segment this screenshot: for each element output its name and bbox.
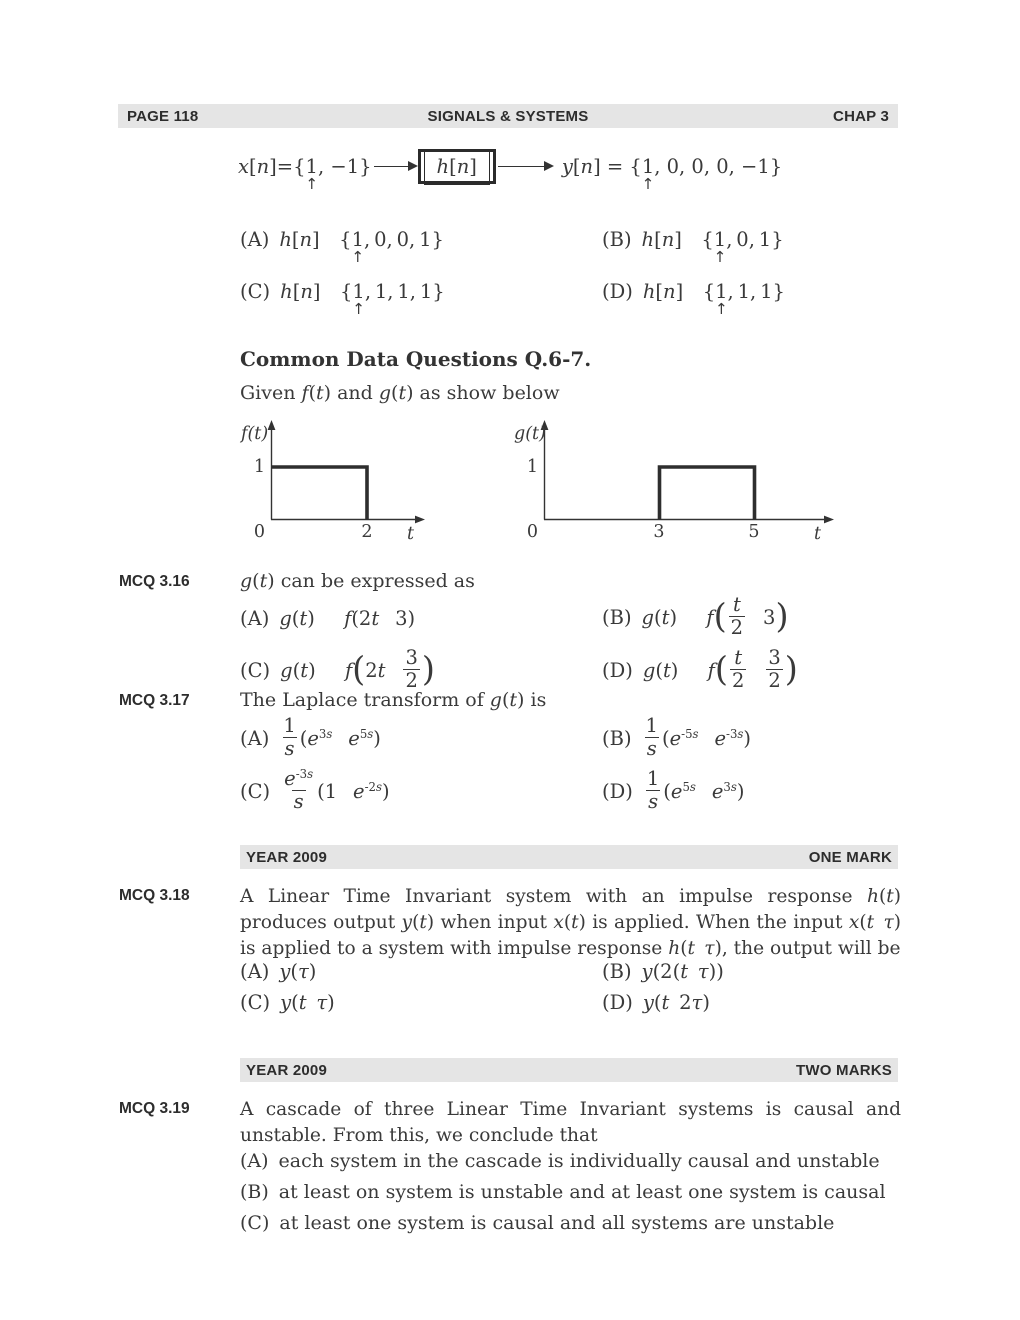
option-a bbox=[240, 228, 602, 280]
option-expression: g(t) f(2t $\frac{3}{2}$ ) bbox=[280, 645, 435, 692]
option-expression: h[n] {1 ↑, 0, 0, 1} bbox=[279, 228, 444, 251]
option-expression: y(t 2τ) bbox=[642, 991, 710, 1014]
mcq-316-question: g(t) can be expressed as bbox=[240, 570, 475, 592]
option-b bbox=[602, 960, 900, 991]
option-expression: $\frac{1}{s}$ ($e^{5s}$ $e^{3s}$) bbox=[646, 767, 745, 813]
pulse-figures bbox=[239, 417, 849, 549]
option-d bbox=[602, 645, 900, 693]
option-text: at least one system is causal and all systems are unstable bbox=[279, 1212, 835, 1234]
option-label: (A) bbox=[240, 1150, 269, 1172]
option-c bbox=[240, 991, 602, 1022]
option-label: (C) bbox=[240, 658, 271, 682]
year-banner bbox=[240, 845, 898, 869]
option-label: (C) bbox=[240, 1212, 270, 1234]
option-expression: h[n] {1 ↑, 0, 1} bbox=[642, 228, 784, 251]
output-sequence: y[n] = {1 ↑, 0, 0, 0, −1} bbox=[562, 155, 782, 178]
header-band bbox=[118, 104, 898, 128]
f-pulse bbox=[272, 467, 368, 520]
option-b bbox=[602, 592, 900, 640]
f-tick-2: 2 bbox=[361, 522, 373, 542]
chapter-label: CHAP 3 bbox=[833, 107, 889, 125]
block-diagram bbox=[238, 149, 782, 184]
option-expression: h[n] {1 ↑, 1, 1, 1} bbox=[280, 280, 445, 303]
option-c bbox=[240, 1211, 886, 1236]
option-d bbox=[602, 767, 900, 814]
f-ylabel: f(t) bbox=[241, 424, 269, 444]
g-pulse bbox=[660, 467, 755, 520]
x-axis-arrow-icon bbox=[415, 516, 425, 524]
option-label: (B) bbox=[602, 605, 632, 629]
option-label: (C) bbox=[240, 991, 271, 1014]
marks-label: TWO MARKS bbox=[796, 1061, 892, 1079]
flow-arrow bbox=[498, 166, 552, 168]
figure-g-plot bbox=[514, 417, 849, 549]
option-label: (B) bbox=[602, 960, 632, 983]
system-block bbox=[418, 149, 496, 184]
option-label: (A) bbox=[240, 228, 270, 251]
option-label: (C) bbox=[240, 780, 271, 803]
mcq-317-question: The Laplace transform of g(t) is bbox=[240, 689, 547, 711]
year-label: YEAR 2009 bbox=[246, 848, 328, 866]
option-expression: $\frac{1}{s}$ ($e^{3s}$ $e^{5s}$) bbox=[283, 714, 381, 760]
option-text: at least on system is unstable and at least one system is causal bbox=[278, 1181, 886, 1203]
option-b bbox=[602, 714, 900, 761]
option-label: (D) bbox=[602, 991, 633, 1014]
f-origin-label: 0 bbox=[253, 522, 265, 542]
year-label: YEAR 2009 bbox=[246, 1061, 328, 1079]
option-label: (B) bbox=[602, 228, 632, 251]
option-expression: $\frac{e^{-3s}}{s}$ (1 $e^{-2s}$) bbox=[284, 766, 390, 813]
option-a bbox=[240, 1149, 886, 1174]
option-c bbox=[240, 645, 602, 693]
system-block-label: h[n] bbox=[424, 151, 490, 185]
option-expression: $\frac{1}{s}$ ($e^{-5s}$ $e^{-3s}$) bbox=[645, 714, 752, 760]
mcq-316-options bbox=[240, 593, 900, 699]
option-d bbox=[602, 280, 900, 332]
option-expression: y(t τ) bbox=[280, 991, 335, 1014]
option-label: (B) bbox=[240, 1181, 269, 1203]
option-expression: h[n] {1 ↑, 1, 1} bbox=[643, 280, 785, 303]
page-number: PAGE 118 bbox=[127, 107, 199, 125]
section-heading: Common Data Questions Q.6-7. bbox=[240, 347, 592, 371]
g-amplitude-label: 1 bbox=[526, 457, 538, 477]
mcq-318-label: MCQ 3.18 bbox=[119, 887, 190, 904]
g-xlabel: t bbox=[814, 524, 822, 544]
option-expression: g(t) f( $\frac{t}{2}$ 3) bbox=[641, 592, 789, 639]
year-banner bbox=[240, 1058, 898, 1082]
option-expression: y(τ) bbox=[279, 960, 317, 983]
f-amplitude-label: 1 bbox=[253, 457, 265, 477]
option-a bbox=[240, 607, 602, 630]
book-title: SIGNALS & SYSTEMS bbox=[427, 107, 589, 125]
figure-f-plot bbox=[239, 417, 434, 549]
mcq-318-question: A Linear Time Invariant system with an impulse response h(t) produces output y(t) when input x(t) is applied. When the input x(t τ) is applied to a system with impulse response h(t τ), the output will be bbox=[240, 886, 901, 959]
option-d bbox=[602, 991, 900, 1022]
option-expression: g(t) f(2t 3) bbox=[279, 606, 416, 630]
option-expression: g(t) f( $\frac{t}{2}$ $\frac{3}{2}$ ) bbox=[642, 645, 798, 692]
option-label: (B) bbox=[602, 727, 632, 750]
option-c bbox=[240, 280, 602, 332]
marks-label: ONE MARK bbox=[808, 848, 892, 866]
g-ylabel: g(t) bbox=[514, 424, 546, 444]
option-label: (C) bbox=[240, 280, 271, 303]
option-label: (D) bbox=[602, 280, 633, 303]
mcq-316-label: MCQ 3.16 bbox=[119, 573, 190, 590]
mcq-319-options bbox=[240, 1149, 886, 1242]
option-b bbox=[602, 228, 900, 280]
g-origin-label: 0 bbox=[526, 522, 538, 542]
mcq-318-options bbox=[240, 960, 900, 1022]
section-intro: Given f(t) and g(t) as show below bbox=[240, 382, 560, 404]
x-axis-arrow-icon bbox=[824, 516, 834, 524]
impulse-response-options bbox=[240, 228, 900, 332]
mcq-319-label: MCQ 3.19 bbox=[119, 1100, 190, 1117]
mcq-317-label: MCQ 3.17 bbox=[119, 692, 190, 709]
g-tick-5: 5 bbox=[748, 522, 760, 542]
option-label: (A) bbox=[240, 606, 270, 630]
option-a bbox=[240, 960, 602, 991]
option-label: (D) bbox=[602, 658, 633, 682]
mcq-319-question: A cascade of three Linear Time Invariant systems is causal and unstable. From this, we conclude that bbox=[240, 1099, 901, 1146]
y-axis-arrow-icon bbox=[268, 420, 276, 430]
option-label: (D) bbox=[602, 780, 633, 803]
option-b bbox=[240, 1180, 886, 1205]
option-label: (A) bbox=[240, 727, 270, 750]
option-c bbox=[240, 766, 602, 814]
option-text: each system in the cascade is individually causal and unstable bbox=[278, 1150, 880, 1172]
option-expression: y(2(t τ)) bbox=[641, 960, 724, 983]
f-xlabel: t bbox=[407, 524, 415, 544]
option-label: (A) bbox=[240, 960, 270, 983]
flow-arrow bbox=[374, 166, 416, 168]
option-a bbox=[240, 714, 602, 761]
input-sequence: x[n]={1 ↑, −1} bbox=[238, 155, 372, 178]
g-tick-3: 3 bbox=[653, 522, 665, 542]
mcq-317-options bbox=[240, 713, 900, 819]
